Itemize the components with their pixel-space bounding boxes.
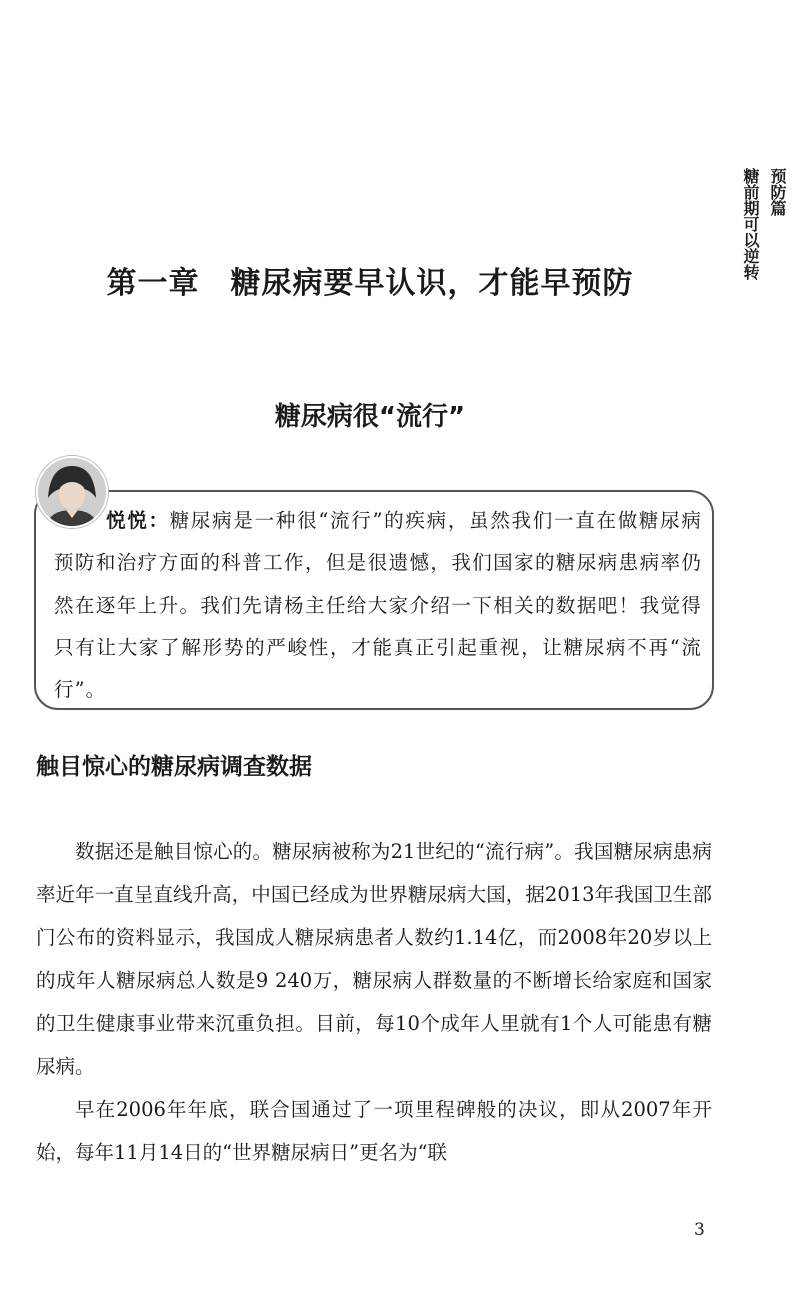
side-tab xyxy=(741,168,787,372)
side-tab-subtitle: 糖前期可以逆转 xyxy=(741,168,760,280)
section-title: 糖尿病很“流行” xyxy=(274,402,466,432)
body-text xyxy=(36,830,712,1174)
chapter-title: 第一章 糖尿病要早认识，才能早预防 xyxy=(106,266,634,301)
side-tab-part: 预防篇 xyxy=(768,168,787,216)
dialog-body: 糖尿病是一种很“流行”的疾病，虽然我们一直在做糖尿病预防和治疗方面的科普工作，但是很遗憾，我们国家的糖尿病患病率仍然在逐年上升。我们先请杨主任给大家介绍一下相关的数据吧！我觉得只有让大家了解形势的严峻性，才能真正引起重视，让糖尿病不再“流行”。 xyxy=(54,509,702,702)
dialog-speaker: 悦悦： xyxy=(106,509,170,532)
body-paragraph-1: 数据还是触目惊心的。糖尿病被称为21世纪的“流行病”。我国糖尿病患病率近年一直呈直线升高，中国已经成为世界糖尿病大国，据2013年我国卫生部门公布的资料显示，我国成人糖尿病患者人数约1.14亿，而2008年20岁以上的成年人糖尿病总人数是9 240万，糖尿病人群数量的不断增长给家庭和国家的卫生健康事业带来沉重负担。目前，每10个成年人里就有1个人可能患有糖尿病。 xyxy=(36,840,712,1078)
dialog-text xyxy=(54,500,702,711)
page-number: 3 xyxy=(694,1220,705,1240)
subheading: 触目惊心的糖尿病调查数据 xyxy=(36,754,312,780)
body-paragraph-2: 早在2006年年底，联合国通过了一项里程碑般的决议，即从2007年开始，每年11月14日的“世界糖尿病日”更名为“联 xyxy=(36,1098,712,1164)
